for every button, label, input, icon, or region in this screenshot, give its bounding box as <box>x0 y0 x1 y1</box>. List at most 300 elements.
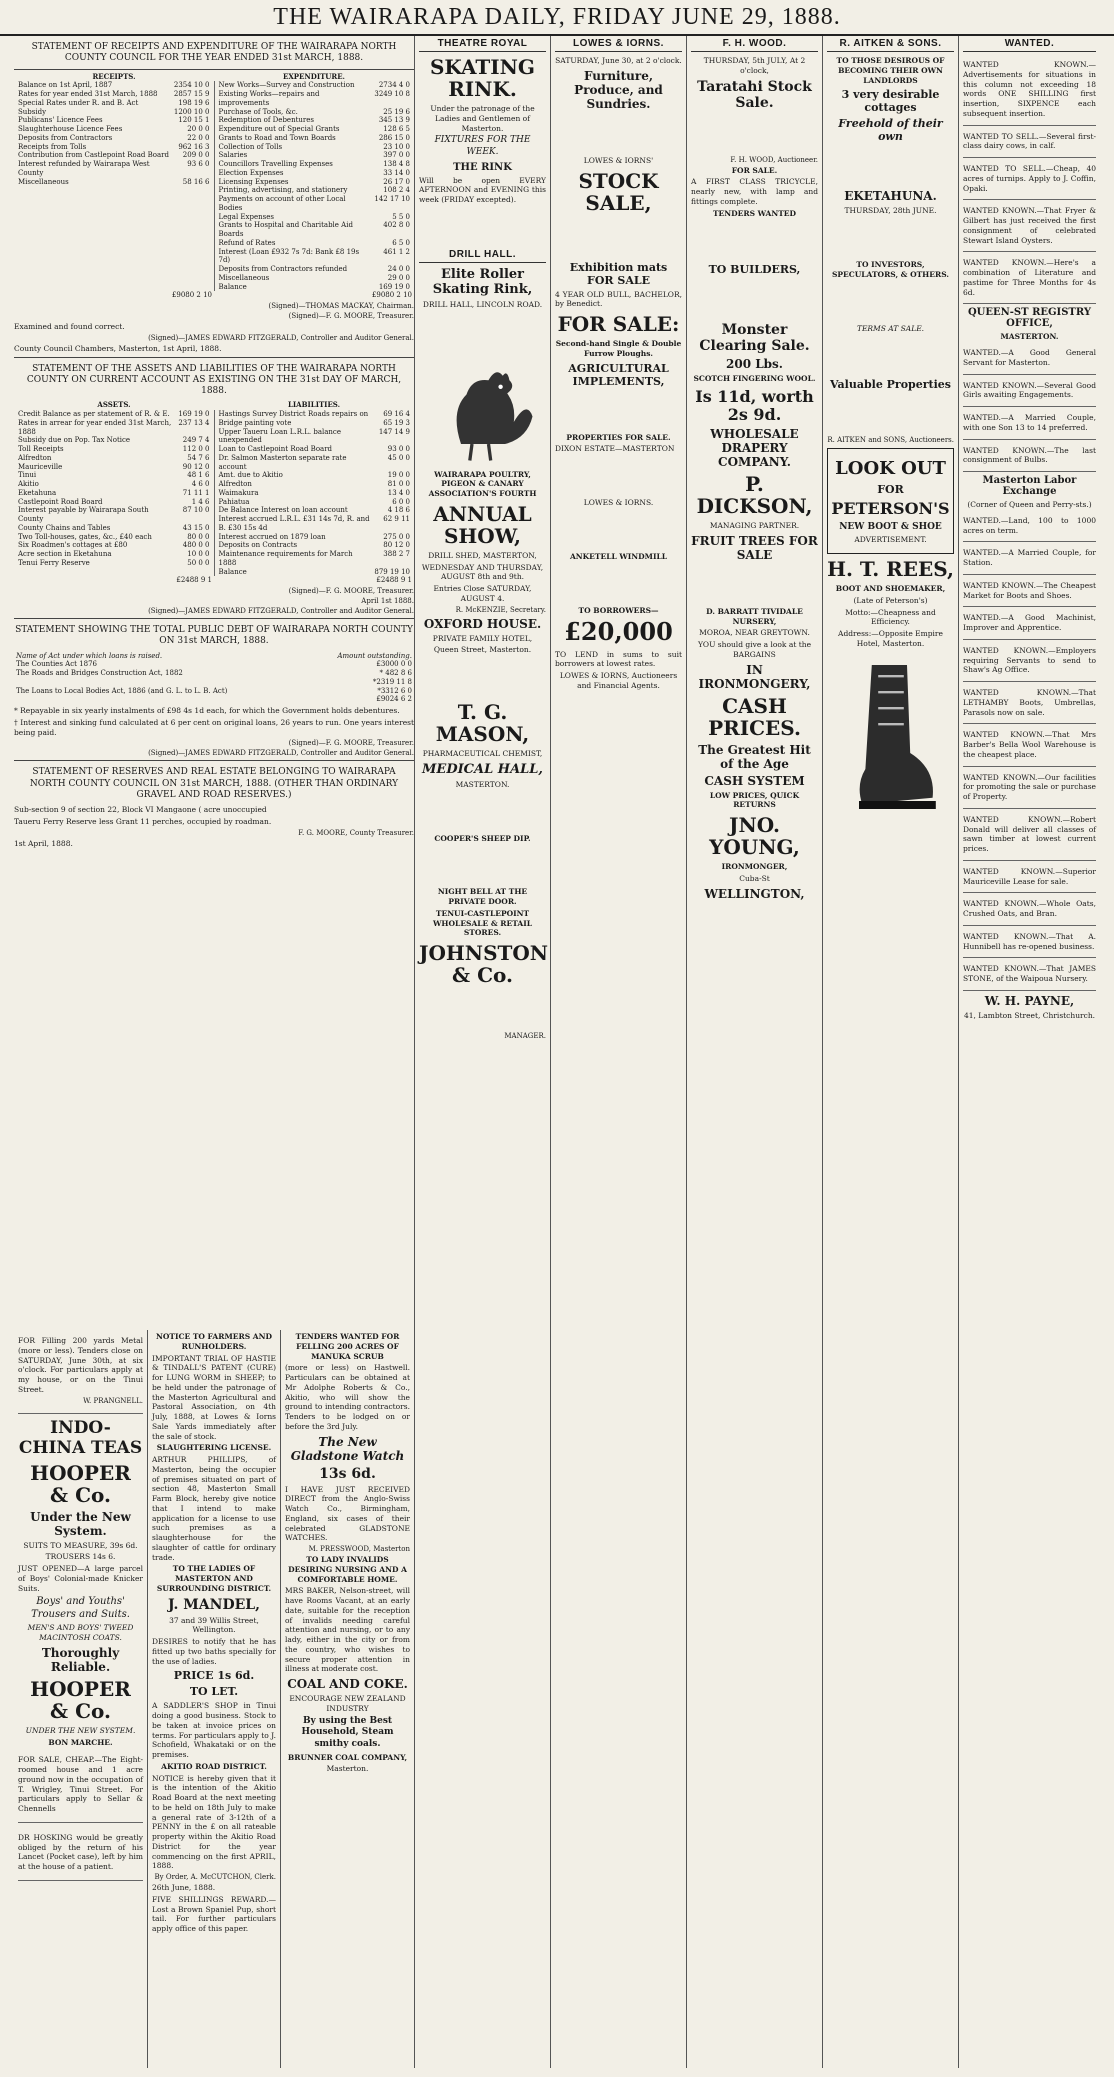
to-borrowers: TO BORROWERS— <box>578 605 659 615</box>
column-aitken <box>822 36 958 2068</box>
expenditure-row-label: Councillors Travelling Expenses <box>218 160 333 168</box>
mason-chemist: PHARMACEUTICAL CHEMIST, <box>422 749 543 759</box>
oxford-address: Queen Street, Masterton. <box>433 645 532 655</box>
presswood-signature: M. PRESSWOOD, Masterton <box>308 1545 410 1553</box>
liability-row-amount: 45 0 0 <box>387 453 410 462</box>
liability-row-amount: 69 16 4 <box>383 410 410 418</box>
labor-ad: WANTED KNOWN.—The Cheapest Market for Boots and Shoes. <box>963 577 1096 608</box>
elite-rink: Elite Roller Skating Rink, <box>432 266 533 297</box>
expenditure-row-label: Collection of Tolls <box>218 142 283 151</box>
debt-row-amount: * 482 8 6 <box>379 669 412 677</box>
monster-sale: Monster Clearing Sale. <box>699 322 810 355</box>
tenders-wanted: TENDERS WANTED <box>712 208 797 218</box>
expenditure-row <box>217 283 413 292</box>
asset-row-amount: 237 13 4 <box>178 418 210 427</box>
liabilities-heading: LIABILITIES. <box>287 400 341 410</box>
statement4-date: 1st April, 1888. <box>14 838 73 848</box>
liability-row <box>217 541 413 550</box>
night-bell: NIGHT BELL AT THE PRIVATE DOOR. <box>437 887 528 907</box>
coal-sub: ENCOURAGE NEW ZEALAND INDUSTRY <box>289 1694 406 1713</box>
gladstone-body: I HAVE JUST RECEIVED DIRECT from the Anglo-Swiss Watch Co., Birmingham, England, six cases of their celebrated GLADSTONE WATCHES. <box>285 1484 410 1543</box>
receipt-row-amount: 209 0 0 <box>182 151 210 160</box>
receipt-row-label: Publicans' Licence Fees <box>18 116 103 125</box>
asset-row <box>16 541 212 550</box>
asset-row-label: Six Roadmen's cottages at £80 <box>18 541 128 550</box>
wanted-ad: WANTED TO SELL.—Cheap, 40 acres of turnips. Apply to J. Coffin, Opaki. <box>963 160 1096 200</box>
liability-row-label: Interest accrued on 1879 loan <box>218 532 326 541</box>
gladstone-watch: The New Gladstone Watch <box>290 1434 405 1463</box>
liability-row-amount: 81 0 0 <box>387 480 410 488</box>
liability-row-label: Loan to Castlepoint Road Board <box>218 445 333 453</box>
newspaper-masthead: THE WAIRARAPA DAILY, FRIDAY JUNE 29, 1888. <box>0 0 1114 36</box>
expenditure-row-amount: 29 0 0 <box>387 273 410 282</box>
liability-row <box>217 515 413 533</box>
liability-row-amount: 275 0 0 <box>383 532 410 541</box>
lowes-valuation: LOWES & IORNS. <box>583 498 654 507</box>
asset-row-label: Alfredton <box>18 453 52 462</box>
rooster-illustration <box>428 356 538 466</box>
asset-row-amount: 48 1 6 <box>187 471 210 480</box>
labor-ad: WANTED KNOWN.—That A. Hunnibell has re-opened business. <box>963 928 1096 959</box>
asset-row <box>16 489 212 498</box>
the-rink: THE RINK <box>453 161 512 173</box>
registry-heading: QUEEN-ST REGISTRY OFFICE, <box>967 307 1092 330</box>
labor-ad: WANTED KNOWN.—That Mrs Barber's Bella Wool Warehouse is the cheapest place. <box>963 726 1096 766</box>
receipt-row-amount: 93 6 0 <box>187 160 210 168</box>
rees-address: Address:—Opposite Empire Hotel, Masterton. <box>838 629 943 648</box>
lowes-furniture: Furniture, Produce, and Sundries. <box>574 68 663 111</box>
akitio-heading: AKITIO ROAD DISTRICT. <box>161 1761 267 1771</box>
expenditure-row-amount: 169 19 0 <box>378 282 410 291</box>
asset-row-label: Tinui <box>18 471 37 480</box>
receipt-row <box>16 143 212 152</box>
tenui-stores: TENUI-CASTLEPOINT WHOLESALE & RETAIL STORES. <box>433 908 532 938</box>
wanted-ad: WANTED TO SELL.—Several first-class dairy cows, in calf. <box>963 128 1096 159</box>
labor-ad: WANTED.—A Good Machinist, Improver and Apprentice. <box>963 609 1096 640</box>
liability-row <box>217 419 413 428</box>
wood-heading: F. H. WOOD. <box>691 36 818 52</box>
liability-row <box>217 454 413 472</box>
receipt-row-amount: 22 0 0 <box>187 133 210 142</box>
liability-row <box>217 428 413 446</box>
barratt-nursery: D. BARRATT TIVIDALE NURSERY, <box>706 606 803 626</box>
properties-heading: PROPERTIES FOR SALE. <box>566 432 671 442</box>
asset-row <box>16 498 212 507</box>
wood-forsale: FOR SALE. <box>731 165 778 175</box>
receipt-row <box>16 90 212 99</box>
asset-row-amount: 4 6 0 <box>191 480 210 488</box>
liability-row-amount: 4 18 6 <box>387 506 410 515</box>
dixon-estate: DIXON ESTATE—MASTERTON <box>555 444 675 454</box>
expenditure-row-amount: 2734 4 0 <box>378 81 410 90</box>
labor-ad: WANTED KNOWN.—Employers requiring Servants to send to Shaw's Ag Office. <box>963 642 1096 682</box>
expenditure-row <box>217 274 413 283</box>
expenditure-row-amount: 461 1 2 <box>383 247 410 256</box>
boot-illustration <box>841 657 941 817</box>
registry-ad: WANTED KNOWN.—The last consignment of Bulbs. <box>963 442 1096 473</box>
fruit-trees: FRUIT TREES FOR SALE <box>691 533 818 562</box>
expenditure-row-label: Grants to Road and Town Boards <box>218 133 336 142</box>
bargains: YOU should give a look at the BARGAINS <box>697 640 812 659</box>
asset-row <box>16 436 212 445</box>
patronage: Under the patronage of the Ladies and Gentlemen of Masterton. <box>430 104 535 133</box>
receipt-row <box>16 134 212 143</box>
expenditure-row <box>217 248 413 266</box>
expenditure-row-amount: 26 17 0 <box>383 177 410 186</box>
annual-show: ANNUAL SHOW, <box>433 501 532 548</box>
expenditure-row-label: Interest (Loan £932 7s 7d: Bank £8 19s 7d) <box>218 247 360 265</box>
wanted-ads <box>963 56 1096 304</box>
expenditure-row <box>217 169 413 178</box>
lowes-stock-heading: LOWES & IORNS' <box>583 155 654 165</box>
receipt-row <box>16 108 212 117</box>
expenditure-row <box>217 178 413 187</box>
young-name: JNO. YOUNG, <box>709 813 800 860</box>
debt-row-amount: *3312 6 0 <box>377 686 412 695</box>
hooper-title-2: HOOPER & Co. <box>30 1676 131 1723</box>
labor-ad: WANTED KNOWN.—Our facilities for promoting the sale or purchase of Property. <box>963 769 1096 809</box>
expenditure-row-label: Election Expenses <box>218 168 284 177</box>
drill-hall-heading: DRILL HALL. <box>419 247 546 263</box>
liability-row <box>217 498 413 507</box>
expenditure-row-label: Refund of Rates <box>218 238 276 247</box>
receipt-row-amount: 58 16 6 <box>182 177 210 186</box>
just-opened: JUST OPENED—A large parcel of Boys' Colonial-made Knicker Suits. <box>18 1564 143 1593</box>
mason-name: T. G. MASON, <box>435 700 530 747</box>
lost-dog-ad: FIVE SHILLINGS REWARD.—Lost a Brown Spaniel Pup, short tail. For further particulars apply office of this paper. <box>152 1894 276 1933</box>
rees-motto: Motto:—Cheapness and Efficiency. <box>845 607 936 627</box>
registry-ads <box>963 344 1096 472</box>
asset-row <box>16 533 212 542</box>
expenditure-row <box>217 265 413 274</box>
asset-row-amount: 480 0 0 <box>182 541 210 550</box>
statement4-title: STATEMENT OF RESERVES AND REAL ESTATE BELONGING TO WAIRARAPA NORTH COUNTY COUNCIL ON 31st MARCH, 1888. (OTHER THAN ORDINARY GRAVEL AND ROAD RESERVES.) <box>29 767 399 800</box>
column-notices <box>147 1330 280 2068</box>
payne-address: 41, Lambton Street, Christchurch. <box>963 1010 1096 1020</box>
receipt-row-label: Special Rates under R. and B. Act <box>18 98 139 107</box>
liability-row-amount: 65 19 3 <box>383 418 410 427</box>
statement-place: County Council Chambers, Masterton, 1st April, 1888. <box>14 343 222 353</box>
expenditure-row-amount: 3249 10 8 <box>374 90 410 98</box>
low-prices: LOW PRICES, QUICK RETURNS <box>709 790 800 810</box>
labor-ad: WANTED KNOWN.—Whole Oats, Crushed Oats, and Bran. <box>963 895 1096 926</box>
thursday-date: THURSDAY, 28th JUNE. <box>844 206 937 216</box>
council-statements <box>14 36 414 1330</box>
debt-row-label <box>14 678 307 687</box>
assets-liabilities-table <box>14 401 414 585</box>
column-wood <box>686 36 822 2068</box>
reserve-line-2: Taueru Ferry Reserve less Grant 11 perches, occupied by roadman. <box>14 816 272 826</box>
receipt-row-label: Contribution from Castlepoint Road Board <box>18 151 169 160</box>
wanted-ad: WANTED KNOWN.—That Fryer & Gilbert has just received the first consignment of celebrated Stewart Island Oysters. <box>963 202 1096 252</box>
dickson-name: P. DICKSON, <box>696 472 813 519</box>
receipt-row-label: Miscellaneous <box>18 177 69 186</box>
asset-row <box>16 463 212 472</box>
labor-ad: WANTED.—Land, 100 to 1000 acres on term. <box>963 512 1096 543</box>
expenditure-row-amount: 138 4 8 <box>383 160 410 168</box>
asset-row-amount: 169 19 0 <box>178 410 210 418</box>
liability-row-amount: 388 2 7 <box>383 550 410 558</box>
scrub-tender-heading: TENDERS WANTED FOR FELLING 200 ACRES OF MANUKA SCRUB <box>295 1332 400 1361</box>
liability-row-amount: 13 4 0 <box>387 488 410 497</box>
peterson-box <box>827 448 954 554</box>
advertisement-word: ADVERTISEMENT. <box>854 535 927 545</box>
debt-note-2: † Interest and sinking fund calculated at 6 per cent on original loans, 26 years to run. One years interest being paid. <box>14 717 414 737</box>
liability-row <box>217 480 413 489</box>
hooper-title: HOOPER & Co. <box>30 1460 131 1507</box>
lowes-footer: LOWES & IORNS, Auctioneers and Financial Agents. <box>559 671 678 690</box>
asset-row <box>16 506 212 524</box>
to-builders: TO BUILDERS, <box>708 263 801 277</box>
rees-bootmaker: BOOT AND SHOEMAKER, <box>835 584 946 594</box>
trousers-price: TROUSERS 14s 6. <box>45 1552 116 1562</box>
bull-ad: 4 YEAR OLD BULL, BACHELOR, by Benedict. <box>555 289 682 309</box>
wellington: WELLINGTON, <box>704 886 805 901</box>
expenditure-heading: EXPENDITURE. <box>282 71 345 81</box>
debt-row-label: The Counties Act 1876 <box>16 660 97 669</box>
liability-row <box>217 550 413 568</box>
receipt-row-amount: 2857 15 9 <box>173 90 210 98</box>
liability-row-label: Pahiatua <box>218 497 250 506</box>
asset-row-label: Castlepoint Road Board <box>18 497 103 506</box>
invalids-heading: TO LADY INVALIDS DESIRING NURSING AND A COMFORTABLE HOME. <box>288 1555 407 1584</box>
valuable-properties: Valuable Properties <box>830 378 951 392</box>
akitio-body: NOTICE is hereby given that it is the intention of the Akitio Road Board at the next meeting to be held on 18th July to make a general rate of 3-12th of a PENNY in the £ on all rateable property within the Akitio Road District for the year commencing on the first APRIL, 1888. <box>152 1773 276 1871</box>
receipts-expenditure-table <box>14 73 414 301</box>
debt-row <box>14 678 414 687</box>
asset-row-amount: 90 12 0 <box>182 462 210 471</box>
auditor-signature-2: (Signed)—JAMES EDWARD FITZGERALD, Controller and Auditor General. <box>148 607 414 615</box>
liability-row-label: Amt. due to Akitio <box>218 471 283 480</box>
tender-text: FOR Filling 200 yards Metal (more or less). Tenders close on SATURDAY, June 30th, at six o'clock. For particulars apply at my house, or on the Tinui Street. <box>18 1336 143 1394</box>
receipt-row-amount: 1200 10 0 <box>173 107 210 116</box>
new-system: Under the New System. <box>30 1509 131 1538</box>
mandel-address: 37 and 39 Willis Street, Wellington. <box>169 1615 259 1635</box>
asset-row <box>16 559 212 568</box>
asset-row-label: Rates in arrear for year ended 31st March, 1888 <box>18 418 172 436</box>
asset-row <box>16 445 212 454</box>
statement2-date: April 1st 1888. <box>361 597 414 605</box>
expenditure-row-label: Salaries <box>218 151 248 160</box>
asset-row <box>16 419 212 437</box>
mackintosh-coats: MEN'S AND BOYS' TWEED MACINTOSH COATS. <box>27 1623 134 1642</box>
registry-ad: WANTED KNOWN.—Several Good Girls awaiting Engagements. <box>963 377 1096 408</box>
expenditure-row-label: Redemption of Debentures <box>218 116 314 125</box>
receipt-row <box>16 99 212 108</box>
asset-row-label: County Chains and Tables <box>18 523 111 532</box>
boys-trousers: Boys' and Youths' Trousers and Suits. <box>31 1596 130 1621</box>
receipt-row-label: Receipts from Tolls <box>18 142 87 151</box>
debt-amount-heading: Amount outstanding. <box>337 651 412 660</box>
debt-row <box>14 660 414 669</box>
statement1-title: STATEMENT OF RECEIPTS AND EXPENDITURE OF THE WAIRARAPA NORTH COUNTY COUNCIL FOR THE YEAR ENDED 31st MARCH, 1888. <box>31 42 397 64</box>
expenditure-row-amount: 402 8 0 <box>383 221 410 230</box>
show-dates: WEDNESDAY AND THURSDAY, AUGUST 8th and 9th. <box>421 562 544 582</box>
asset-row-amount: 50 0 0 <box>187 558 210 567</box>
expenditure-row-label: Deposits from Contractors refunded <box>218 265 348 273</box>
forsale-ad: FOR SALE, CHEAP.—The Eight-roomed house and 1 acre ground now in the occupation of T. Wrigley, Tinui Street. For particulars apply to Sellar & Chennells <box>18 1749 143 1823</box>
asset-row-label: Tenui Ferry Reserve <box>18 558 90 567</box>
auditor-signature: (Signed)—JAMES EDWARD FITZGERALD, Controller and Auditor General. <box>148 333 414 342</box>
examined-note: Examined and found correct. <box>14 322 125 331</box>
liability-row-label: Maintenance requirements for March 1888 <box>218 550 353 567</box>
debt-row-label: The Loans to Local Bodies Act, 1886 (and G. L. to L. B. Act) <box>16 686 228 695</box>
loan-text: TO LEND in sums to suit borrowers at lowest rates. <box>555 649 682 669</box>
rees-name: H. T. REES, <box>827 557 954 582</box>
for-sale: FOR SALE: <box>557 312 680 336</box>
expenditure-row-amount: 142 17 10 <box>374 195 410 203</box>
liability-row-label: Dr. Salmon Masterton separate rate account <box>218 453 347 471</box>
expenditure-row-amount: 286 15 0 <box>378 133 410 142</box>
coal-address: Masterton. <box>326 1764 369 1774</box>
cooper-dip: COOPER'S SHEEP DIP. <box>434 833 531 843</box>
akitio-signature: By Order, A. McCUTCHON, Clerk. <box>154 1873 276 1881</box>
registry-masterton: MASTERTON. <box>1000 332 1059 342</box>
aitken-heading: R. AITKEN & SONS. <box>827 36 954 52</box>
show-entries: Entries Close SATURDAY, AUGUST 4. <box>433 584 532 603</box>
receipt-row-amount: 962 16 3 <box>178 142 210 151</box>
look-out: LOOK OUT <box>835 458 946 480</box>
asset-row-label: Toll Receipts <box>18 445 64 453</box>
scotch-wool: SCOTCH FINGERING WOOL. <box>693 374 816 384</box>
statement2-title: STATEMENT OF THE ASSETS AND LIABILITIES OF THE WAIRARAPA NORTH COUNTY ON CURRENT ACCOUNT AS EXISTING ON THE 31st DAY OF MARCH, 1888. <box>26 363 402 396</box>
expenditure-row-amount: 345 13 9 <box>378 116 410 125</box>
asset-row-amount: 249 7 4 <box>182 436 210 445</box>
receipt-row-amount: 20 0 0 <box>187 125 210 133</box>
expenditure-row-amount: 25 19 6 <box>383 107 410 116</box>
liability-row-label: Alfredton <box>218 480 252 488</box>
tricycle-ad: A FIRST CLASS TRICYCLE, nearly new, with lamp and fittings complete. <box>691 177 818 206</box>
reserve-line-1: Sub-section 9 of section 22, Block VI Mangaone ( acre unoccupied <box>14 805 267 814</box>
notice-farmers-heading: NOTICE TO FARMERS AND RUNHOLDERS. <box>156 1332 272 1351</box>
invalids-body: MRS BAKER, Nelson-street, will have Rooms Vacant, at an early date, suitable for the reception of invalids needing careful attention and nursing, or to any lady, either in the city or from the country, who wishes to secure proper attention in illness at moderate cost. <box>285 1586 410 1674</box>
receipt-row-amount: 120 15 1 <box>178 116 210 125</box>
asset-row-amount: 10 0 0 <box>187 550 210 558</box>
public-debt-table <box>14 652 414 705</box>
akitio-date: 26th June, 1888. <box>152 1883 216 1892</box>
loan-sum: £20,000 <box>564 617 673 647</box>
show-secretary: R. McKENZIE, Secretary. <box>455 605 546 614</box>
county-treasurer-signature: F. G. MOORE, County Treasurer. <box>298 828 414 837</box>
ladies-heading: TO THE LADIES OF MASTERTON AND SURROUNDING DISTRICT. <box>156 1564 272 1593</box>
asset-row <box>16 454 212 463</box>
receipts-list <box>16 81 212 186</box>
expenditure-row <box>217 134 413 143</box>
receipt-row <box>16 116 212 125</box>
liability-row-amount: 147 14 9 <box>378 427 410 436</box>
asset-row-amount: 80 0 0 <box>187 532 210 541</box>
labor-sub: (Corner of Queen and Perry-sts.) <box>967 500 1092 509</box>
asset-row-label: Subsidy due on Pop. Tax Notice <box>18 436 131 445</box>
expenditure-row-label: Payments on account of other Local Bodies <box>218 195 346 212</box>
treasurer-signature: (Signed)—F. G. MOORE, Treasurer. <box>288 312 414 320</box>
statement3-title: STATEMENT SHOWING THE TOTAL PUBLIC DEBT OF WAIRARAPA NORTH COUNTY ON 31st MARCH, 1888. <box>15 625 413 647</box>
expenditure-row-label: Purchase of Tools, &c. <box>218 107 298 116</box>
liability-row-label: Upper Taueru Loan L.R.L. balance unexpended <box>218 427 341 445</box>
receipt-row-amount: 2354 10 0 <box>173 81 210 90</box>
asset-row <box>16 524 212 533</box>
treasurer-signature-2: (Signed)—F. G. MOORE, Treasurer. <box>288 587 414 595</box>
tender-signature: W. PRANGNELL. <box>83 1396 143 1405</box>
expenditure-row <box>217 108 413 117</box>
eketahuna-heading: EKETAHUNA. <box>844 189 937 204</box>
expenditure-row-amount: 23 10 0 <box>383 142 410 151</box>
coal-company: BRUNNER COAL COMPANY, <box>287 1752 408 1762</box>
scrub-tender-body: (more or less) on Hastwell. Particulars can be obtained at Mr Adolphe Roberts & Co., Akitio, who will show the ground to intending contractors. Tenders to be lodged on or before the 3rd July. <box>285 1363 410 1431</box>
asset-row <box>16 550 212 559</box>
desirable-cottages: 3 very desirable cottages <box>841 88 940 115</box>
poultry-heading: WAIRARAPA POULTRY, PIGEON & CANARY ASSOCIATION'S FOURTH <box>428 469 537 499</box>
asset-row-label: Akitio <box>18 480 39 488</box>
wanted-heading: WANTED. <box>963 36 1096 52</box>
labor-exchange: Masterton Labor Exchange <box>982 475 1077 497</box>
labor-ad: WANTED.—A Married Couple, for Station. <box>963 544 1096 575</box>
lbs-count: 200 Lbs. <box>726 357 783 372</box>
labor-ad: WANTED KNOWN.—Robert Donald will deliver all classes of sawn timber at lowest current prices. <box>963 811 1096 861</box>
new-boot-shoe: NEW BOOT & SHOE <box>839 521 942 532</box>
expenditure-row-label: Existing Works—repairs and improvements <box>218 90 320 107</box>
rees-late: (Late of Peterson's) <box>853 595 928 605</box>
expenditure-row <box>217 221 413 239</box>
mason-place: MASTERTON. <box>455 779 510 789</box>
expenditure-row <box>217 195 413 213</box>
greatest-hit: The Greatest Hit of the Age <box>698 742 811 771</box>
asset-row-label: Two Toll-houses, gates, &c., £40 each <box>18 532 152 541</box>
wholesale-drapery: WHOLESALE DRAPERY COMPANY. <box>710 427 799 470</box>
expenditure-row <box>217 125 413 134</box>
drill-address: DRILL HALL, LINCOLN ROAD. <box>422 299 543 309</box>
expenditure-row-label: Licensing Expenses <box>218 177 289 186</box>
assets-list <box>16 410 212 568</box>
cuba-street: Cuba-St <box>739 873 770 883</box>
liability-row-label: Interest accrued L.R.L. £31 14s 7d, R. and B. £30 15s 4d <box>218 515 370 532</box>
rink-body: Will be open EVERY AFTERNOON and EVENING this week (FRIDAY excepted). <box>419 175 546 205</box>
assets-total: £2488 9 1 <box>176 576 212 585</box>
receipt-row-label: Slaughterhouse Licence Fees <box>18 125 123 133</box>
wood-thursday: THURSDAY, 5th JULY, At 2 o'clock, <box>703 56 806 75</box>
hosking-ad: DR HOSKING would be greatly obliged by the return of his Lancet (Pocket case), left by him at the house of a patient. <box>18 1827 143 1881</box>
auditor-signature-3: (Signed)—JAMES EDWARD FITZGERALD, Controller and Auditor General. <box>148 749 414 758</box>
expenditure-row-amount: 6 5 0 <box>392 238 410 247</box>
registry-ad: WANTED.—A Good General Servant for Masterton. <box>963 344 1096 375</box>
liabilities-total: £2488 9 1 <box>376 576 412 585</box>
ironmongery: IN IRONMONGERY, <box>698 662 811 691</box>
asset-row-amount: 87 10 0 <box>182 506 210 515</box>
expenditure-row-amount: 33 14 0 <box>383 168 410 177</box>
bon-marche: BON MARCHE. <box>48 1737 113 1747</box>
liability-row-label: Waimakura <box>218 488 259 497</box>
expenditure-row <box>217 160 413 169</box>
expenditure-row-amount: 24 0 0 <box>387 265 410 273</box>
receipt-row <box>16 160 212 178</box>
liability-row <box>217 506 413 515</box>
receipt-row <box>16 125 212 134</box>
column-theatre <box>414 36 550 2068</box>
receipt-row-label: Rates for year ended 31st March, 1888 <box>18 90 158 98</box>
gladstone-price: 13s 6d. <box>319 1465 376 1482</box>
expenditure-row <box>217 239 413 248</box>
medical-hall: MEDICAL HALL, <box>422 761 543 777</box>
asset-row-label: Interest payable by Wairarapa South County <box>18 506 149 523</box>
thoroughly-reliable: Thoroughly Reliable. <box>41 1645 120 1674</box>
expenditure-row-amount: 5 5 0 <box>392 212 410 221</box>
tender-ad <box>18 1330 143 1414</box>
expenditure-row-label: Legal Expenses <box>218 212 274 221</box>
asset-row-amount: 71 11 1 <box>182 488 210 497</box>
expenditure-row-label: Printing, advertising, and stationery <box>218 186 348 195</box>
young-ironmonger: IRONMONGER, <box>721 862 788 872</box>
expenditure-row-amount: 128 6 5 <box>383 125 410 133</box>
